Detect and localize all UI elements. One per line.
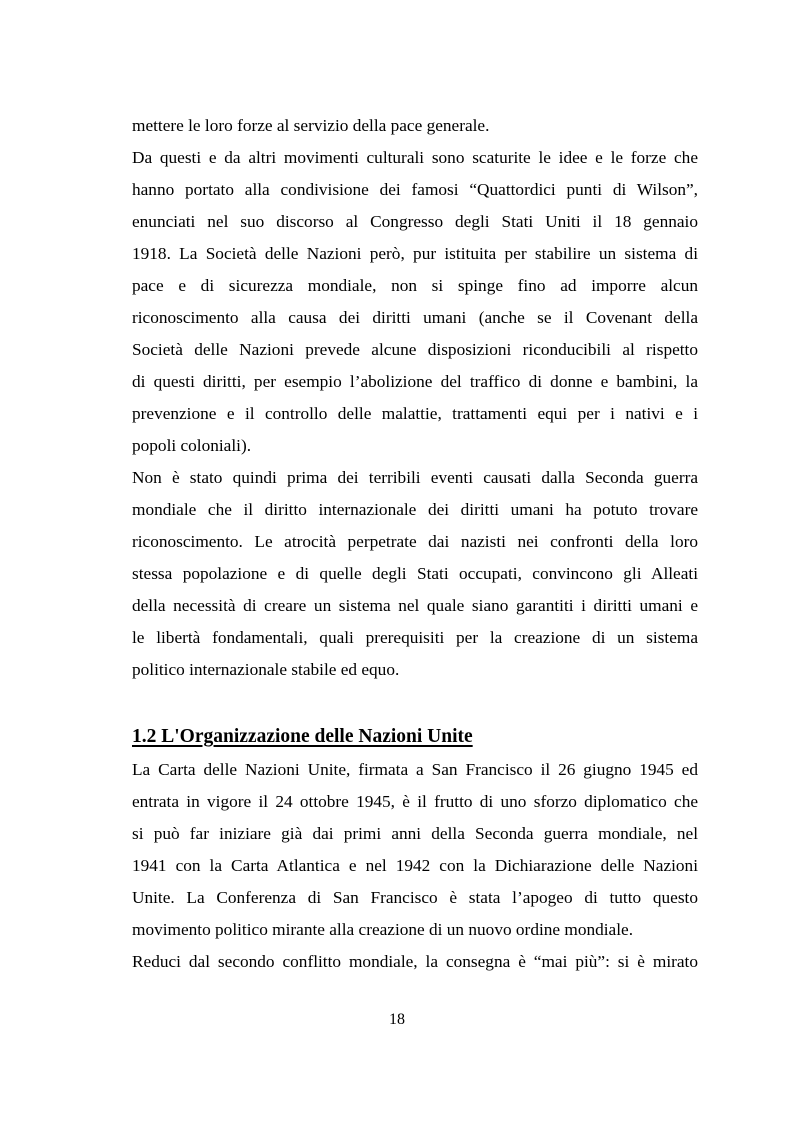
text-line: si può far iniziare già dai primi anni della Seconda guerra mondiale, nel	[132, 824, 698, 843]
text-line: movimento politico mirante alla creazione di un nuovo ordine mondiale.	[132, 920, 634, 939]
section-1-text	[132, 110, 698, 686]
text-line: pace e di sicurezza mondiale, non si spinge fino ad imporre alcun	[132, 276, 698, 295]
text-line: 1918. La Società delle Nazioni però, pur istituita per stabilire un sistema di	[132, 244, 698, 263]
text-line: Da questi e da altri movimenti culturali sono scaturite le idee e le forze che	[132, 148, 698, 167]
text-line: Reduci dal secondo conflitto mondiale, la consegna è “mai più”: si è mirato	[132, 952, 698, 971]
text-line: della necessità di creare un sistema nel quale siano garantiti i diritti umani e	[132, 596, 698, 615]
text-line: Società delle Nazioni prevede alcune disposizioni riconducibili al rispetto	[132, 340, 698, 359]
page-number: 18	[389, 1011, 405, 1028]
text-line: riconoscimento alla causa dei diritti umani (anche se il Covenant della	[132, 308, 698, 327]
text-line: riconoscimento. Le atrocità perpetrate dai nazisti nei confronti della loro	[132, 532, 698, 551]
section-heading: 1.2 L'Organizzazione delle Nazioni Unite	[132, 726, 473, 747]
text-line: entrata in vigore il 24 ottobre 1945, è il frutto di uno sforzo diplomatico che	[132, 792, 698, 811]
text-line: 1941 con la Carta Atlantica e nel 1942 con la Dichiarazione delle Nazioni	[132, 856, 698, 875]
text-line: popoli coloniali).	[132, 436, 252, 455]
text-line: stessa popolazione e di quelle degli Stati occupati, convincono gli Alleati	[132, 564, 698, 583]
text-line: La Carta delle Nazioni Unite, firmata a San Francisco il 26 giugno 1945 ed	[132, 760, 698, 779]
text-line: prevenzione e il controllo delle malattie, trattamenti equi per i nativi e i	[132, 404, 698, 423]
text-line: di questi diritti, per esempio l’abolizione del traffico di donne e bambini, la	[132, 372, 698, 391]
text-line: politico internazionale stabile ed equo.	[132, 660, 400, 679]
text-line: Non è stato quindi prima dei terribili eventi causati dalla Seconda guerra	[132, 468, 698, 487]
text-line: Unite. La Conferenza di San Francisco è stata l’apogeo di tutto questo	[132, 888, 698, 907]
text-line: le libertà fondamentali, quali prerequisiti per la creazione di un sistema	[132, 628, 698, 647]
section-spacer	[132, 686, 698, 720]
text-line: enunciati nel suo discorso al Congresso degli Stati Uniti il 18 gennaio	[132, 212, 698, 231]
section-2-text	[132, 754, 698, 978]
text-line: mondiale che il diritto internazionale dei diritti umani ha potuto trovare	[132, 500, 698, 519]
text-line: hanno portato alla condivisione dei famosi “Quattordici punti di Wilson”,	[132, 180, 698, 199]
text-line: mettere le loro forze al servizio della pace generale.	[132, 116, 490, 135]
page-body	[132, 110, 698, 978]
